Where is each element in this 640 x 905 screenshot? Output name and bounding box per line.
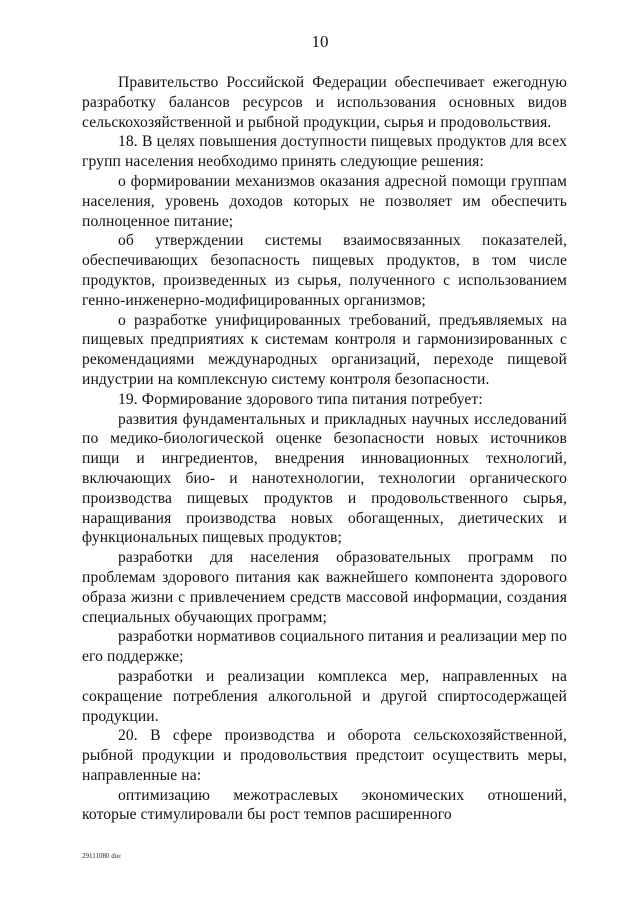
paragraph-18-targeted-assistance: о формировании механизмов оказания адресной помощи группам населения, уровень доходов которых не позволяет им обеспечить полноценное питание; [82,172,567,230]
document-body [82,73,567,825]
paragraph-18-intro: 18. В целях повышения доступности пищевых продуктов для всех групп населения необходимо принять следующие решения: [82,133,567,171]
paragraph-balances: Правительство Российской Федерации обеспечивает ежегодную разработку балансов ресурсов и использования основных видов сельскохозяйственной и рыбной продукции, сырья и продовольствия. [82,74,567,131]
paragraph-19-education: разработки для населения образовательных программ по проблемам здорового питания как важнейшего компонента здорового образа жизни с привлечением средств массовой информации, создания специальных обучающих программ; [82,549,567,626]
paragraph-20-intro: 20. В сфере производства и оборота сельскохозяйственной, рыбной продукции и продовольствия предстоит осуществить меры, направленные на: [82,727,567,784]
paragraph-19-intro: 19. Формирование здорового типа питания потребует: [118,390,483,408]
paragraph-19-research: развития фундаментальных и прикладных научных исследований по медико-биологической оценке безопасности новых источников пищи и ингредиентов, внедрения инновационных технологий, включающих био- и нанотехнологии, технологии органического производства пищевых продуктов и продовольственного сырья, наращивания производства новых обогащенных, диетических и функциональных пищевых продуктов; [82,410,567,547]
paragraph-20-optimization: оптимизацию межотраслевых экономических отношений, которые стимулировали бы рост темпов расширенного [82,786,567,824]
paragraph-19-social-nutrition: разработки нормативов социального питания и реализации мер по его поддержке; [82,628,567,666]
page-number: 10 [311,32,329,51]
paragraph-19-alcohol-reduction: разработки и реализации комплекса мер, направленных на сокращение потребления алкогольной и другой спиртосодержащей продукции. [82,667,567,725]
paragraph-18-unified-requirements: о разработке унифицированных требований, предъявляемых на пищевых предприятиях к системам контроля и гармонизированных с рекомендациями международных организаций, переходе пищевой индустрии на комплексную систему контроля безопасности. [82,311,567,388]
document-file-code: 29111080 doc [82,852,122,860]
paragraph-18-safety-indicators: об утверждении системы взаимосвязанных показателей, обеспечивающих безопасность пищевых продуктов, в том числе продуктов, произведенных из сырья, полученного с использованием генно-инженерно-модифицированных организмов; [82,232,567,309]
